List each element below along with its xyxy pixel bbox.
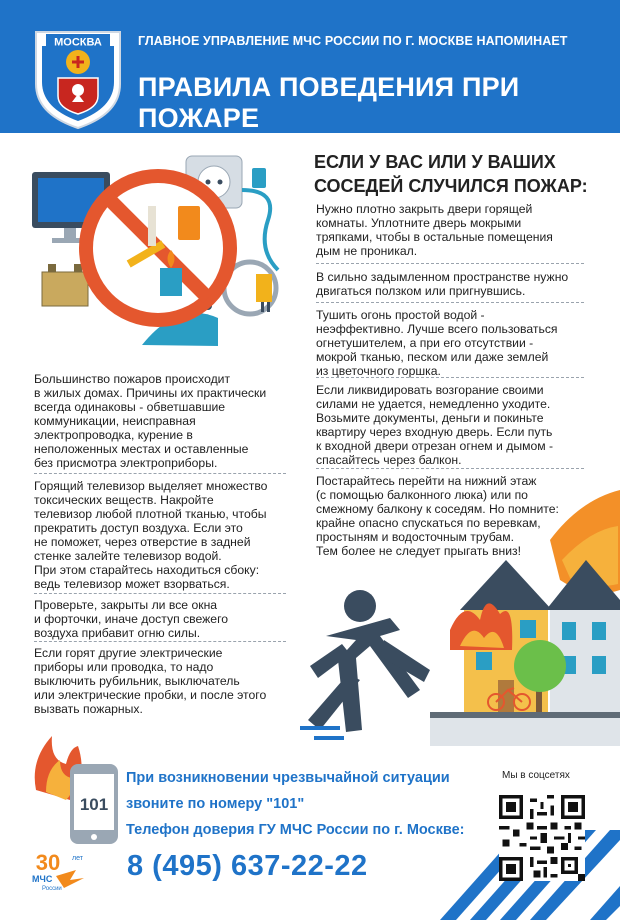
text-line: При этом старайтесь находиться сбоку: xyxy=(34,563,260,577)
text-line: телевизор любой плотной тканью, чтобы xyxy=(34,507,267,521)
divider xyxy=(34,473,286,474)
trust-phone-number: 8 (495) 637-22-22 xyxy=(127,850,368,882)
text-line: стенке залейте телевизор водой. xyxy=(34,549,222,563)
left-paragraph-2 xyxy=(34,479,296,591)
header-banner xyxy=(0,0,620,133)
logo-number: 30 xyxy=(35,850,61,875)
left-paragraph-4 xyxy=(34,646,296,716)
trust-line-label: Телефон доверия ГУ МЧС России по г. Москве: xyxy=(126,822,465,838)
logo-org: МЧС xyxy=(32,874,53,884)
text-line: коммуникации, неисправная xyxy=(34,414,196,428)
text-line: Большинство пожаров происходит xyxy=(34,372,231,386)
right-paragraph-4 xyxy=(316,383,606,467)
text-line: Нужно плотно закрыть двери горящей xyxy=(316,202,533,216)
mchs-moscow-emblem xyxy=(28,22,128,130)
text-line: Если ликвидировать возгорание своими xyxy=(316,383,544,397)
text-line: прекратить доступ воздуха. Если это xyxy=(34,521,243,535)
header-subtitle: ГЛАВНОЕ УПРАВЛЕНИЕ МЧС РОССИИ ПО Г. МОСКВЕ НАПОМИНАЕТ xyxy=(138,34,568,48)
divider xyxy=(316,263,584,264)
text-line: В сильно задымленном пространстве нужно xyxy=(316,270,569,284)
left-paragraph-3 xyxy=(34,598,296,640)
emergency-text-line2: звоните по номеру "101" xyxy=(126,796,305,812)
text-line: к входной двери отрезан огнем и дымом - xyxy=(316,439,554,453)
divider xyxy=(316,302,584,303)
text-line: всегда одинаковы - обветшавшие xyxy=(34,400,226,414)
phone-101-icon xyxy=(68,762,120,846)
right-title-line: ЕСЛИ У ВАС ИЛИ У ВАШИХ xyxy=(314,152,556,172)
right-paragraph-1 xyxy=(316,202,606,258)
divider xyxy=(34,641,286,642)
text-line: неположенных местах и оставленные xyxy=(34,442,249,456)
text-line: огнетушителем, а при его отсутствии - xyxy=(316,336,534,350)
text-line: в жилых домах. Причины их практически xyxy=(34,386,267,400)
text-line: без присмотра электроприборы. xyxy=(34,456,218,470)
text-line: Горящий телевизор выделяет множество xyxy=(34,479,268,493)
text-line: и форточки, иначе доступ свежего xyxy=(34,612,229,626)
text-line: Проверьте, закрыты ли все окна xyxy=(34,598,218,612)
text-line: вызвать пожарных. xyxy=(34,702,143,716)
phone-icon-number: 101 xyxy=(79,795,109,814)
text-line: неэффективно. Лучше всего пользоваться xyxy=(316,322,558,336)
mchs-30-years-logo xyxy=(30,848,102,892)
text-line: Тем более не следует прыгать вниз! xyxy=(316,544,521,558)
running-man-icon xyxy=(308,590,430,732)
right-paragraph-5 xyxy=(316,474,606,558)
text-line: крайне опасно спускаться по веревкам, xyxy=(316,516,541,530)
divider xyxy=(34,593,286,594)
text-line: квартиру через входную дверь. Если путь xyxy=(316,425,553,439)
fire-hazards-illustration xyxy=(28,150,298,365)
emergency-text-line1: При возникновении чрезвычайной ситуации xyxy=(126,770,450,786)
right-section-title xyxy=(314,150,604,198)
text-line: Возьмите документы, деньги и покиньте xyxy=(316,411,544,425)
text-line: или электрические пробки, и после этого xyxy=(34,688,267,702)
text-line: из цветочного горшка. xyxy=(316,364,441,378)
text-line: Если горят другие электрические xyxy=(34,646,223,660)
text-line: Постарайтесь перейти на нижний этаж xyxy=(316,474,537,488)
text-line: тряпками, чтобы в остальные помещения xyxy=(316,230,553,244)
text-line: силами не удается, немедленно уходите. xyxy=(316,397,551,411)
text-line: ведь телевизор может взорваться. xyxy=(34,577,230,591)
divider xyxy=(316,377,584,378)
text-line: мокрой тканью, песком или даже землей xyxy=(316,350,549,364)
text-line: приборы или проводка, то надо xyxy=(34,660,214,674)
text-line: двигаться ползком или пригнувшись. xyxy=(316,284,526,298)
battery-icon xyxy=(42,264,88,306)
text-line: токсических веществ. Накройте xyxy=(34,493,214,507)
left-paragraph-1 xyxy=(34,372,296,470)
text-line: комнаты. Уплотните дверь мокрыми xyxy=(316,216,522,230)
divider xyxy=(316,468,584,469)
text-line: электропроводка, курение в xyxy=(34,428,193,442)
logo-country: России xyxy=(42,886,62,892)
logo-years: лет xyxy=(72,855,83,862)
forbidden-sign-icon xyxy=(86,176,230,320)
text-line: спасайтесь через балкон. xyxy=(316,453,462,467)
text-line: не поможет, через отверстие в задней xyxy=(34,535,251,549)
text-line: смежному балкону к соседям. Но помните: xyxy=(316,502,559,516)
text-line: Тушить огонь простой водой - xyxy=(316,308,485,322)
text-line: дым не проникал. xyxy=(316,244,418,258)
right-paragraph-2 xyxy=(316,270,606,298)
page-title: ПРАВИЛА ПОВЕДЕНИЯ ПРИ ПОЖАРЕ xyxy=(138,72,520,133)
text-line: выключить рубильник, выключатель xyxy=(34,674,240,688)
text-line: простыням и водосточным трубам. xyxy=(316,530,514,544)
right-paragraph-3 xyxy=(316,308,606,378)
emblem-moskva-text: МОСКВА xyxy=(54,36,102,49)
right-title-line: СОСЕДЕЙ СЛУЧИЛСЯ ПОЖАР: xyxy=(314,176,588,196)
social-label: Мы в соцсетях xyxy=(502,770,570,781)
qr-code[interactable] xyxy=(499,795,585,881)
text-line: (с помощью балконного люка) или по xyxy=(316,488,528,502)
text-line: воздуха прибавит огню силы. xyxy=(34,626,201,640)
